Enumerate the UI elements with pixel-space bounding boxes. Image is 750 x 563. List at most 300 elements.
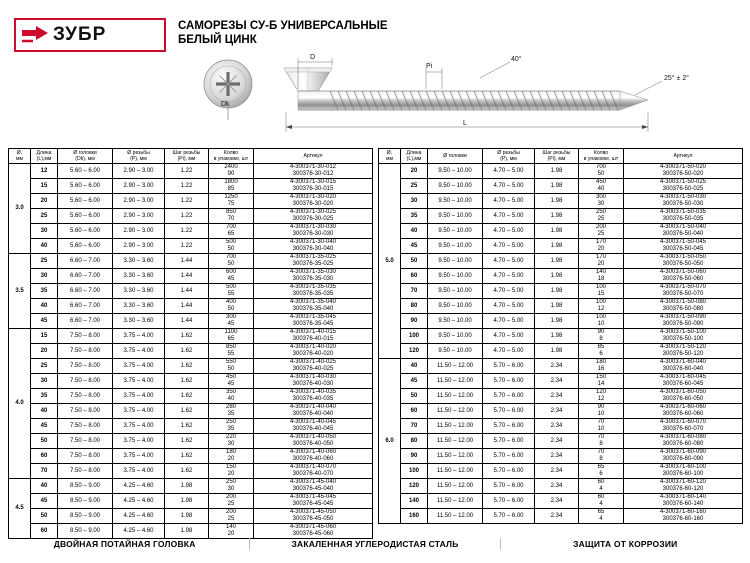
table-row [9,389,373,404]
brand-name: ЗУБР [53,24,107,45]
cell-length: 12 [31,164,58,179]
cell-head-diameter: 8.50 – 9.00 [58,479,113,494]
table-row [379,314,743,329]
cell-quantity: 1250 75 [209,194,254,209]
cell-length: 90 [401,449,428,464]
cell-length: 30 [401,194,428,209]
cell-quantity: 60 4 [579,479,624,494]
cell-thread-diameter: 4.70 – 5.00 [483,239,535,254]
footer-feature-2: ЗАКАЛЕННАЯ УГЛЕРОДИСТАЯ СТАЛЬ [291,539,459,549]
table-row [9,359,373,374]
table-row [9,434,373,449]
cell-thread-pitch: 1.98 [535,209,579,224]
cell-quantity: 60 4 [579,494,624,509]
cell-quantity: 500 50 [209,239,254,254]
cell-thread-diameter: 5.70 – 6.00 [483,419,535,434]
cell-length: 140 [401,494,428,509]
table-row [379,239,743,254]
cell-thread-diameter: 3.75 – 4.00 [113,389,165,404]
cell-article: 4-300371-50-035 300376-50-035 [624,209,743,224]
table-row [9,479,373,494]
cell-length: 35 [31,389,58,404]
cell-article: 4-300371-50-045 300376-50-045 [624,239,743,254]
cell-head-diameter: 9.50 – 10.00 [428,254,483,269]
cell-head-diameter: 9.50 – 10.00 [428,239,483,254]
cell-article: 4-300371-35-030 300376-35-030 [254,269,373,284]
cell-thread-pitch: 1.22 [165,179,209,194]
cell-diameter-group: 3.0 [9,164,31,254]
cell-article: 4-300371-50-030 300376-50-030 [624,194,743,209]
cell-quantity: 100 15 [579,284,624,299]
cell-quantity: 200 25 [579,224,624,239]
cell-thread-diameter: 2.90 – 3.00 [113,239,165,254]
cell-article: 4-300371-35-025 300376-35-025 [254,254,373,269]
cell-quantity: 180 16 [579,359,624,374]
cell-thread-pitch: 1.98 [165,509,209,524]
cell-thread-pitch: 1.22 [165,209,209,224]
footer-feature-3: ЗАЩИТА ОТ КОРРОЗИИ [573,539,678,549]
col-quantity: Колво в упаковке, шт [209,149,254,164]
label-angle-tip: 40° [511,56,522,63]
table-row [9,239,373,254]
cell-length: 50 [401,254,428,269]
cell-head-diameter: 7.50 – 8.00 [58,359,113,374]
cell-head-diameter: 6.60 – 7.00 [58,314,113,329]
cell-thread-diameter: 4.70 – 5.00 [483,224,535,239]
cell-quantity: 300 30 [579,194,624,209]
cell-quantity: 450 45 [209,374,254,389]
cell-thread-pitch: 1.22 [165,164,209,179]
table-row [379,464,743,479]
cell-quantity: 280 35 [209,404,254,419]
cell-quantity: 850 55 [209,344,254,359]
cell-length: 40 [31,299,58,314]
cell-head-diameter: 11.50 – 12.00 [428,419,483,434]
cell-article: 4-300371-50-100 300376-50-100 [624,329,743,344]
cell-article: 4-300371-40-035 300376-40-035 [254,389,373,404]
cell-quantity: 450 40 [579,179,624,194]
cell-thread-diameter: 3.75 – 4.00 [113,449,165,464]
cell-thread-diameter: 4.70 – 5.00 [483,209,535,224]
cell-head-diameter: 7.50 – 8.00 [58,464,113,479]
cell-quantity: 850 70 [209,209,254,224]
cell-head-diameter: 11.50 – 12.00 [428,404,483,419]
cell-thread-pitch: 1.44 [165,269,209,284]
cell-head-diameter: 5.60 – 6.00 [58,239,113,254]
cell-thread-diameter: 5.70 – 6.00 [483,464,535,479]
cell-length: 45 [31,419,58,434]
cell-length: 100 [401,464,428,479]
cell-article: 4-300371-50-025 300376-50-025 [624,179,743,194]
table-header-row [379,149,743,164]
cell-length: 35 [31,284,58,299]
table-row [9,254,373,269]
cell-head-diameter: 8.50 – 9.00 [58,524,113,539]
cell-length: 25 [401,179,428,194]
cell-head-diameter: 5.60 – 6.00 [58,179,113,194]
cell-quantity: 1100 65 [209,329,254,344]
cell-head-diameter: 11.50 – 12.00 [428,374,483,389]
cell-thread-pitch: 1.22 [165,239,209,254]
cell-article: 4-300371-50-090 300376-50-090 [624,314,743,329]
cell-quantity: 100 12 [579,299,624,314]
cell-length: 60 [401,269,428,284]
cell-thread-diameter: 2.90 – 3.00 [113,209,165,224]
cell-thread-pitch: 2.34 [535,389,579,404]
cell-length: 25 [31,209,58,224]
cell-quantity: 85 6 [579,344,624,359]
cell-thread-diameter: 4.70 – 5.00 [483,254,535,269]
cell-head-diameter: 9.50 – 10.00 [428,269,483,284]
cell-head-diameter: 11.50 – 12.00 [428,509,483,524]
cell-thread-pitch: 2.34 [535,374,579,389]
cell-length: 70 [401,284,428,299]
cell-article: 4-300371-35-040 300376-35-040 [254,299,373,314]
table-row [379,254,743,269]
screw-side-view [284,68,648,110]
cell-head-diameter: 11.50 – 12.00 [428,479,483,494]
cell-thread-pitch: 1.44 [165,284,209,299]
table-row [379,284,743,299]
cell-diameter-group: 6.0 [379,359,401,524]
cell-length: 160 [401,509,428,524]
cell-thread-pitch: 2.34 [535,434,579,449]
cell-thread-pitch: 1.98 [165,479,209,494]
cell-thread-diameter: 4.70 – 5.00 [483,194,535,209]
cell-diameter-group: 4.0 [9,329,31,479]
cell-length: 70 [31,464,58,479]
angle-head-callout [635,74,689,95]
cell-article: 4-300371-40-015 300376-40-015 [254,329,373,344]
cell-thread-diameter: 4.70 – 5.00 [483,164,535,179]
cell-article: 4-300371-35-045 300376-35-045 [254,314,373,329]
table-row [379,164,743,179]
cell-thread-diameter: 5.70 – 6.00 [483,389,535,404]
cell-thread-diameter: 5.70 – 6.00 [483,359,535,374]
label-l: L [463,120,467,127]
cell-head-diameter: 11.50 – 12.00 [428,449,483,464]
cell-head-diameter: 11.50 – 12.00 [428,464,483,479]
dimension-pi [426,63,442,89]
cell-head-diameter: 5.60 – 6.00 [58,224,113,239]
table-row [9,374,373,389]
table-row [379,449,743,464]
cell-thread-pitch: 1.98 [535,344,579,359]
cell-article: 4-300371-40-030 300376-40-030 [254,374,373,389]
table-row [9,284,373,299]
angle-tip-callout [480,55,522,78]
cell-thread-diameter: 3.75 – 4.00 [113,464,165,479]
cell-article: 4-300371-60-100 300376-60-100 [624,464,743,479]
table-row [379,404,743,419]
col-thread-pitch: Шаг резьбы (Pi), мм [535,149,579,164]
cell-head-diameter: 7.50 – 8.00 [58,344,113,359]
cell-thread-pitch: 1.98 [535,254,579,269]
cell-article: 4-300371-60-140 300376-60-140 [624,494,743,509]
cell-diameter-group: 4.5 [9,479,31,539]
cell-thread-pitch: 2.34 [535,464,579,479]
cell-thread-pitch: 1.62 [165,464,209,479]
cell-head-diameter: 9.50 – 10.00 [428,299,483,314]
cell-thread-pitch: 1.62 [165,434,209,449]
table-row [379,434,743,449]
cell-article: 4-300371-30-025 300376-30-025 [254,209,373,224]
cell-head-diameter: 6.60 – 7.00 [58,269,113,284]
cell-thread-diameter: 3.30 – 3.60 [113,299,165,314]
cell-article: 4-300371-40-060 300376-40-060 [254,449,373,464]
cell-thread-diameter: 3.30 – 3.60 [113,284,165,299]
table-row [379,179,743,194]
cell-length: 50 [31,509,58,524]
cell-thread-pitch: 1.62 [165,329,209,344]
cell-quantity: 700 50 [209,254,254,269]
cell-head-diameter: 11.50 – 12.00 [428,434,483,449]
cell-thread-diameter: 5.70 – 6.00 [483,404,535,419]
cell-head-diameter: 5.60 – 6.00 [58,194,113,209]
cell-head-diameter: 9.50 – 10.00 [428,164,483,179]
table-header-row [9,149,373,164]
cell-thread-diameter: 4.25 – 4.60 [113,479,165,494]
cell-thread-diameter: 2.90 – 3.00 [113,224,165,239]
cell-article: 4-300371-40-050 300376-40-050 [254,434,373,449]
cell-article: 4-300371-30-030 300376-30-030 [254,224,373,239]
cell-quantity: 140 20 [209,524,254,539]
cell-thread-pitch: 1.98 [165,494,209,509]
cell-thread-pitch: 1.98 [535,284,579,299]
cell-article: 4-300371-60-160 300376-60-160 [624,509,743,524]
table-row [9,449,373,464]
col-article: Артикул [254,149,373,164]
spec-table-left [8,148,373,539]
cell-thread-diameter: 4.70 – 5.00 [483,314,535,329]
footer-feature-1: ДВОЙНАЯ ПОТАЙНАЯ ГОЛОВКА [53,539,196,549]
cell-head-diameter: 9.50 – 10.00 [428,209,483,224]
cell-length: 15 [31,329,58,344]
cell-quantity: 150 14 [579,374,624,389]
cell-length: 30 [31,374,58,389]
cell-thread-pitch: 2.34 [535,404,579,419]
table-row [9,329,373,344]
cell-article: 4-300371-45-040 300376-45-040 [254,479,373,494]
label-d: D [310,54,316,61]
table-row [379,359,743,374]
cell-thread-diameter: 3.30 – 3.60 [113,314,165,329]
screw-diagram-svg [180,48,750,143]
cell-head-diameter: 7.50 – 8.00 [58,449,113,464]
cell-thread-pitch: 1.98 [535,194,579,209]
cell-thread-pitch: 1.62 [165,449,209,464]
cell-thread-pitch: 1.62 [165,419,209,434]
cell-head-diameter: 9.50 – 10.00 [428,224,483,239]
cell-thread-diameter: 2.90 – 3.00 [113,194,165,209]
cell-article: 4-300371-45-050 300376-45-050 [254,509,373,524]
cell-thread-diameter: 4.25 – 4.60 [113,524,165,539]
cell-thread-pitch: 1.98 [535,299,579,314]
cell-head-diameter: 7.50 – 8.00 [58,404,113,419]
col-article: Артикул [624,149,743,164]
table-row [379,509,743,524]
cell-article: 4-300371-50-120 300376-50-120 [624,344,743,359]
cell-quantity: 400 50 [209,299,254,314]
cell-length: 40 [401,224,428,239]
cell-thread-diameter: 4.70 – 5.00 [483,269,535,284]
cell-quantity: 70 8 [579,449,624,464]
table-row [9,344,373,359]
cell-diameter-group: 5.0 [379,164,401,359]
col-diameter: Ø, мм [9,149,31,164]
cell-quantity: 65 4 [579,509,624,524]
cell-length: 50 [401,389,428,404]
cell-head-diameter: 7.50 – 8.00 [58,434,113,449]
cell-article: 4-300371-50-060 300376-50-060 [624,269,743,284]
cell-quantity: 170 20 [579,254,624,269]
col-head-diameter: Ø головки (Dk), мм [58,149,113,164]
cell-quantity: 200 25 [209,509,254,524]
table-row [9,194,373,209]
cell-length: 25 [31,254,58,269]
cell-thread-pitch: 1.22 [165,224,209,239]
cell-length: 20 [31,194,58,209]
table-row [379,194,743,209]
cell-article: 4-300371-40-045 300376-40-045 [254,419,373,434]
col-diameter: Ø, мм [379,149,401,164]
cell-article: 4-300371-40-070 300376-40-070 [254,464,373,479]
cell-thread-diameter: 3.75 – 4.00 [113,404,165,419]
page-title [178,19,508,47]
cell-article: 4-300371-60-120 300376-60-120 [624,479,743,494]
cell-article: 4-300371-30-015 300376-30-015 [254,179,373,194]
table-row [379,479,743,494]
cell-thread-pitch: 1.62 [165,404,209,419]
cell-article: 4-300371-60-090 300376-60-090 [624,449,743,464]
cell-head-diameter: 5.60 – 6.00 [58,209,113,224]
label-pi: Pi [426,63,433,70]
cell-head-diameter: 7.50 – 8.00 [58,419,113,434]
cell-length: 90 [401,314,428,329]
label-angle-head: 25° ± 2° [664,75,690,82]
cell-quantity: 140 18 [579,269,624,284]
cell-thread-diameter: 3.75 – 4.00 [113,344,165,359]
cell-quantity: 100 10 [579,314,624,329]
cell-article: 4-300371-40-040 300376-40-040 [254,404,373,419]
cell-quantity: 250 35 [209,419,254,434]
cell-head-diameter: 7.50 – 8.00 [58,329,113,344]
cell-article: 4-300371-40-025 300376-40-025 [254,359,373,374]
cell-thread-pitch: 1.62 [165,389,209,404]
cell-thread-pitch: 1.44 [165,254,209,269]
cell-article: 4-300371-60-045 300376-60-045 [624,374,743,389]
table-row [379,209,743,224]
cell-article: 4-300371-60-080 300376-60-080 [624,434,743,449]
cell-quantity: 180 20 [209,449,254,464]
cell-article: 4-300371-60-050 300376-60-050 [624,389,743,404]
cell-article: 4-300371-45-045 300376-45-045 [254,494,373,509]
table-row [9,269,373,284]
brand-logo [14,18,166,52]
cell-thread-pitch: 1.98 [535,314,579,329]
cell-quantity: 220 30 [209,434,254,449]
cell-article: 4-300371-50-050 300376-50-050 [624,254,743,269]
table-row [9,209,373,224]
cell-thread-diameter: 4.25 – 4.60 [113,509,165,524]
col-thread-diameter: Ø резьбы (P), мм [483,149,535,164]
table-row [379,269,743,284]
table-row [9,314,373,329]
cell-thread-pitch: 2.34 [535,509,579,524]
cell-thread-pitch: 1.98 [535,269,579,284]
table-row [379,494,743,509]
cell-head-diameter: 9.50 – 10.00 [428,194,483,209]
cell-thread-diameter: 4.70 – 5.00 [483,344,535,359]
cell-head-diameter: 9.50 – 10.00 [428,344,483,359]
cell-thread-diameter: 5.70 – 6.00 [483,434,535,449]
table-row [379,344,743,359]
cell-thread-pitch: 1.98 [165,524,209,539]
cell-length: 40 [31,479,58,494]
cell-quantity: 250 25 [579,209,624,224]
cell-article: 4-300371-60-070 300376-60-070 [624,419,743,434]
cell-quantity: 1800 85 [209,179,254,194]
cell-length: 40 [401,359,428,374]
cell-thread-diameter: 5.70 – 6.00 [483,374,535,389]
cell-article: 4-300371-50-070 300376-50-070 [624,284,743,299]
col-length: Длина (L),мм [31,149,58,164]
cell-head-diameter: 8.50 – 9.00 [58,494,113,509]
cell-length: 70 [401,419,428,434]
cell-head-diameter: 9.50 – 10.00 [428,329,483,344]
cell-thread-diameter: 3.30 – 3.60 [113,269,165,284]
cell-head-diameter: 9.50 – 10.00 [428,284,483,299]
cell-length: 45 [31,494,58,509]
cell-article: 4-300371-30-012 300376-30-012 [254,164,373,179]
cell-head-diameter: 6.60 – 7.00 [58,254,113,269]
cell-length: 20 [31,344,58,359]
cell-thread-diameter: 5.70 – 6.00 [483,494,535,509]
cell-thread-diameter: 4.70 – 5.00 [483,284,535,299]
table-body-right [379,164,743,524]
cell-quantity: 65 6 [579,464,624,479]
table-row [379,389,743,404]
cell-thread-diameter: 3.30 – 3.60 [113,254,165,269]
table-row [379,329,743,344]
table-row [9,299,373,314]
table-body-left [9,164,373,539]
cell-quantity: 120 12 [579,389,624,404]
cell-article: 4-300371-50-020 300376-50-020 [624,164,743,179]
cell-thread-pitch: 1.62 [165,359,209,374]
cell-article: 4-300371-60-060 300376-60-060 [624,404,743,419]
cell-quantity: 150 20 [209,464,254,479]
cell-quantity: 700 65 [209,224,254,239]
cell-head-diameter: 5.60 – 6.00 [58,164,113,179]
cell-thread-diameter: 4.25 – 4.60 [113,494,165,509]
cell-length: 40 [31,239,58,254]
cell-length: 60 [31,449,58,464]
cell-length: 120 [401,344,428,359]
cell-thread-diameter: 3.75 – 4.00 [113,419,165,434]
cell-thread-pitch: 2.34 [535,449,579,464]
cell-article: 4-300371-30-020 300376-30-020 [254,194,373,209]
cell-quantity: 700 50 [579,164,624,179]
cell-head-diameter: 7.50 – 8.00 [58,389,113,404]
cell-head-diameter: 7.50 – 8.00 [58,374,113,389]
table-row [9,464,373,479]
cell-length: 60 [401,404,428,419]
cell-thread-diameter: 2.90 – 3.00 [113,179,165,194]
cell-quantity: 300 45 [209,314,254,329]
cell-quantity: 2400 90 [209,164,254,179]
cell-quantity: 600 45 [209,269,254,284]
